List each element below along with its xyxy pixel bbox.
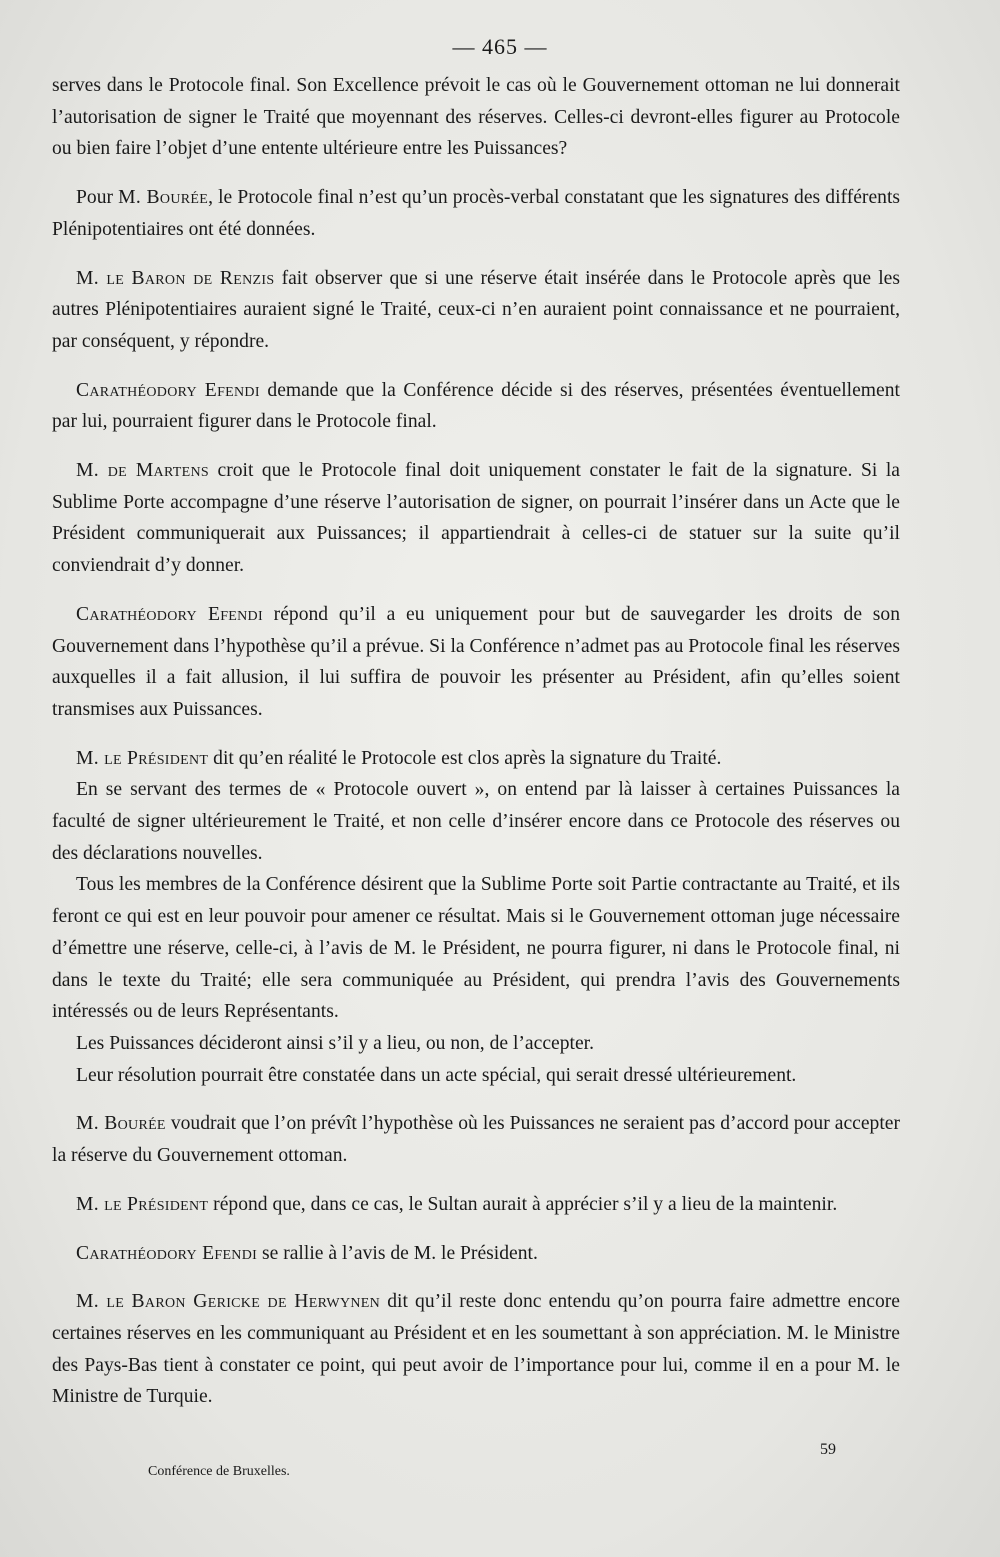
page-body: [52, 70, 900, 1413]
speaker-name: M. le Baron de Renzis: [76, 267, 275, 289]
paragraph: [52, 599, 900, 726]
paragraph: [52, 774, 900, 869]
page-number: — 465 —: [452, 34, 548, 59]
paragraph-text: se rallie à l’avis de M. le Président.: [257, 1242, 538, 1264]
paragraph: [52, 1108, 900, 1171]
speaker-name: M. Bourée: [118, 187, 209, 209]
paragraph-text: répond que, dans ce cas, le Sultan aurait à apprécier s’il y a lieu de la maintenir.: [208, 1193, 838, 1215]
paragraph-text: serves dans le Protocole final. Son Excellence prévoit le cas où le Gouvernement ottoman ne lui donnerait l’autorisation de signer le Traité que moyennant des réserves. Celles-ci devront-elles figurer au Protocole ou bien faire l’objet d’une entente ultérieure entre les Puissances?: [52, 75, 900, 160]
paragraph: [52, 1238, 900, 1270]
paragraph: [52, 1060, 900, 1092]
paragraph: [52, 1028, 900, 1060]
paragraph: [52, 455, 900, 582]
paragraph-text: répond qu’il a eu uniquement pour but de sauvegarder les droits de son Gouvernement dans l’hypothèse qu’il a prévue. Si la Conférence n’admet pas au Protocole final les réserves auxquelles il a fait allusion, il lui suffira de pouvoir les présenter au Président, afin qu’elles soient transmises aux Puissances.: [52, 603, 900, 720]
paragraph: [52, 1286, 900, 1413]
paragraph-text: croit que le Protocole final doit uniquement constater le fait de la signature. Si la Sublime Porte accompagne d’une réserve l’autorisation de signer, on pourrait l’insérer dans un Acte que le Président communiquerait aux Puissances; il appartiendrait à celles-ci de statuer sur la suite qu’il conviendrait d’y donner.: [52, 460, 900, 577]
speaker-name: M. de Martens: [76, 460, 209, 482]
paragraph: [52, 1189, 900, 1221]
footer-source: Conférence de Bruxelles.: [148, 1464, 290, 1479]
paragraph-text: Les Puissances décideront ainsi s’il y a lieu, ou non, de l’accepter.: [76, 1032, 594, 1054]
paragraph: [52, 375, 900, 438]
speaker-name: M. le Président: [76, 1193, 209, 1215]
paragraph-text: dit qu’il reste donc entendu qu’on pourra faire admettre encore certaines réserves en les communiquant au Président et en les soumettant à son appréciation. M. le Ministre des Pays-Bas tient à constater ce point, qui peut avoir de l’importance pour lui, comme il en a pour M. le Ministre de Turquie.: [52, 1291, 900, 1408]
paragraph-text: demande que la Conférence décide si des réserves, présentées éventuellement par lui, pourraient figurer dans le Protocole final.: [52, 379, 900, 433]
speaker-name: Carathéodory Efendi: [76, 603, 263, 625]
paragraph-text: voudrait que l’on prévît l’hypothèse où les Puissances ne seraient pas d’accord pour accepter la réserve du Gouvernement ottoman.: [52, 1113, 900, 1167]
paragraph-text: , le Protocole final n’est qu’un procès-verbal constatant que les signatures des différents Plénipotentiaires ont été données.: [52, 187, 901, 240]
paragraph-prefix: Pour: [76, 187, 119, 209]
paragraph: [52, 182, 900, 245]
signature-mark: 59: [820, 1441, 836, 1458]
paragraph: [52, 70, 900, 165]
speaker-name: M. le Président: [76, 747, 209, 769]
paragraph-text: Tous les membres de la Conférence désirent que la Sublime Porte soit Partie contractante au Traité, et ils feront ce qui est en leur pouvoir pour amener ce résultat. Mais si le Gouvernement ottoman juge nécessaire d’émettre une réserve, celle-ci, à l’avis de M. le Président, ne pourra figurer, ni dans le Protocole final, ni dans le texte du Traité; elle sera communiquée au Président, qui prendra l’avis des Gouvernements intéressés ou de leurs Représentants.: [52, 874, 900, 1023]
paragraph-text: En se servant des termes de « Protocole ouvert », on entend par là laisser à certaines Puissances la faculté de signer ultérieurement le Traité, et non celle d’insérer encore dans ce Protocole des réserves ou des déclarations nouvelles.: [52, 779, 900, 864]
paragraph-text: dit qu’en réalité le Protocole est clos après la signature du Traité.: [208, 747, 722, 769]
speaker-name: Carathéodory Efendi: [76, 1242, 258, 1264]
paragraph-text: fait observer que si une réserve était insérée dans le Protocole après que les autres Plénipotentiaires auraient signé le Traité, ceux-ci n’en auraient point connaissance et ne pourraient, par conséquent, y répondre.: [52, 267, 900, 352]
paragraph: [52, 263, 900, 358]
speaker-name: Carathéodory Efendi: [76, 379, 260, 401]
speaker-name: M. le Baron Gericke de Herwynen: [76, 1291, 381, 1313]
speaker-name: M. Bourée: [76, 1113, 166, 1135]
paragraph-text: Leur résolution pourrait être constatée dans un acte spécial, qui serait dressé ultérieurement.: [76, 1064, 797, 1086]
paragraph: [52, 869, 900, 1028]
paragraph: [52, 743, 900, 775]
